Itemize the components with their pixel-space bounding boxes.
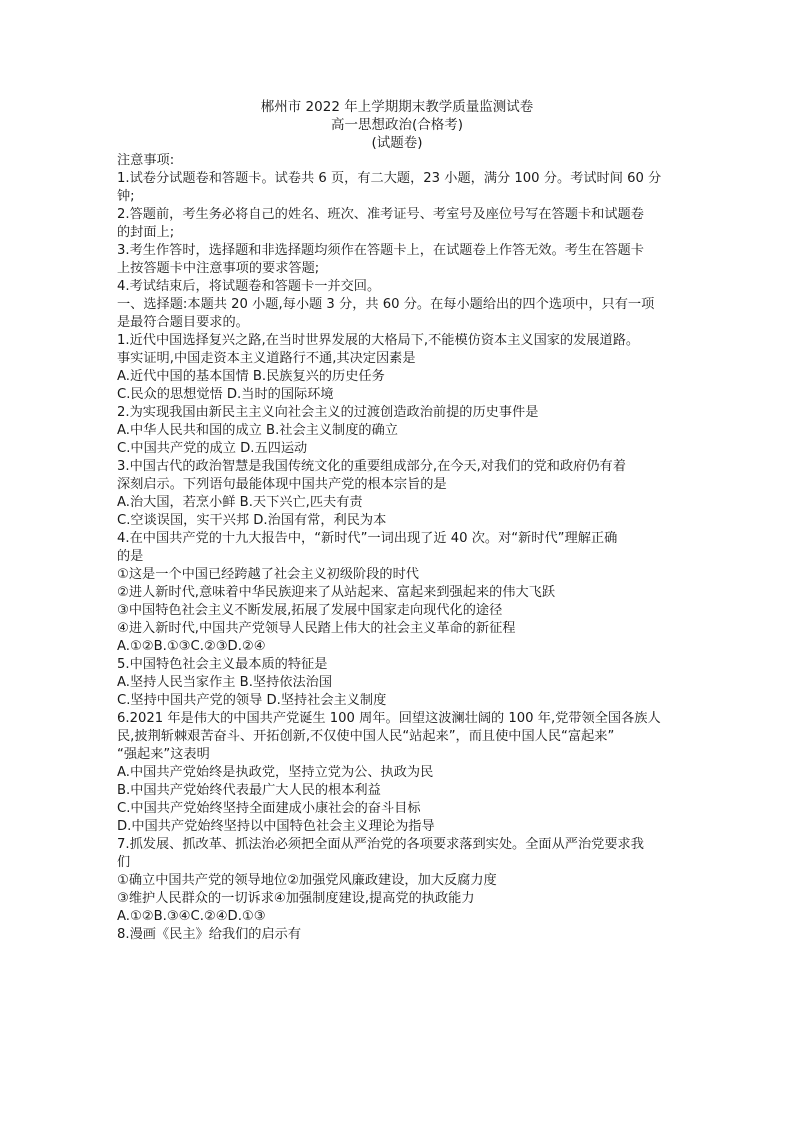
question-option: A.①②B.③④C.②④D.①③ <box>117 909 266 924</box>
question-option: ④进入新时代,中国共产党领导人民踏上伟大的社会主义革命的新征程 <box>117 621 516 636</box>
note-line: 上按答题卡中注意事项的要求答题; <box>117 261 320 276</box>
question-stem: 深刻启示。下列语句最能体现中国共产党的根本宗旨的是 <box>117 477 447 492</box>
question-stem: 3.中国古代的政治智慧是我国传统文化的重要组成部分,在今天,对我们的党和政府仍有着 <box>117 459 626 474</box>
section-intro: 一、选择题:本题共 20 小题,每小题 3 分，共 60 分。在每小题给出的四个选项中，只有一项 <box>117 297 655 312</box>
question-option: ③中国特色社会主义不断发展,拓展了发展中国家走向现代化的途径 <box>117 603 503 618</box>
question-option: A.近代中国的基本国情 B.民族复兴的历史任务 <box>117 369 385 384</box>
paper-type: (试题卷) <box>371 135 423 151</box>
question-option: A.坚持人民当家作主 B.坚持依法治国 <box>117 675 333 690</box>
question-stem: 1.近代中国选择复兴之路,在当时世界发展的大格局下,不能模仿资本主义国家的发展道路。 <box>117 333 640 348</box>
notes-heading: 注意事项: <box>117 153 175 168</box>
question-stem: 7.抓发展、抓改革、抓法治必须把全面从严治党的各项要求落到实处。全面从严治党要求我 <box>117 837 644 852</box>
exam-subtitle: 高一思想政治(合格考) <box>330 117 464 133</box>
question-option: C.中国共产党的成立 D.五四运动 <box>117 441 308 456</box>
question-stem: “强起来”这表明 <box>117 747 210 762</box>
question-stem: 们 <box>117 855 131 870</box>
question-stem: 事实证明,中国走资本主义道路行不通,其决定因素是 <box>117 351 416 366</box>
question-option: D.中国共产党始终坚持以中国特色社会主义理论为指导 <box>117 819 435 834</box>
exam-body <box>117 152 679 944</box>
question-option: A.中国共产党始终是执政党，坚持立党为公、执政为民 <box>117 765 434 780</box>
question-option: C.中国共产党始终坚持全面建成小康社会的奋斗目标 <box>117 801 421 816</box>
note-line: 的封面上; <box>117 225 175 240</box>
question-stem: 6.2021 年是伟大的中国共产党诞生 100 周年。回望这波澜壮阔的 100 年,党带领全国各族人 <box>117 711 661 726</box>
question-stem: 4.在中国共产党的十九大报告中，“新时代”一词出现了近 40 次。对“新时代”理解正确 <box>117 531 618 546</box>
question-stem: 5.中国特色社会主义最本质的特征是 <box>117 657 328 672</box>
question-stem: 的是 <box>117 549 144 564</box>
question-option: A.①②B.①③C.②③D.②④ <box>117 639 266 654</box>
question-option: ①确立中国共产党的领导地位②加强党风廉政建设，加大反腐力度 <box>117 873 497 888</box>
question-option: ③维护人民群众的一切诉求④加强制度建设,提高党的执政能力 <box>117 891 475 906</box>
note-line: 钟; <box>117 189 135 204</box>
question-option: A.中华人民共和国的成立 B.社会主义制度的确立 <box>117 423 398 438</box>
section-intro: 是最符合题目要求的。 <box>117 315 249 330</box>
question-option: ①这是一个中国已经跨越了社会主义初级阶段的时代 <box>117 567 419 582</box>
question-stem: 民,披荆斩棘艰苦奋斗、开拓创新,不仅使中国人民“站起来”，而且使中国人民“富起来” <box>117 729 615 744</box>
note-line: 1.试卷分试题卷和答题卡。试卷共 6 页，有二大题，23 小题，满分 100 分。考试时间 60 分 <box>117 171 662 186</box>
question-option: C.民众的思想觉悟 D.当时的国际环境 <box>117 387 334 402</box>
question-option: B.中国共产党始终代表最广大人民的根本利益 <box>117 783 381 798</box>
question-option: C.空谈误国，实干兴邦 D.治国有常，利民为本 <box>117 513 387 528</box>
question-option: A.治大国，若烹小鲜 B.天下兴亡,匹夫有责 <box>117 495 363 510</box>
exam-header <box>0 98 794 152</box>
question-option: ②进人新时代,意味着中华民族迎来了从站起来、富起来到强起来的伟大飞跃 <box>117 585 556 600</box>
question-stem: 8.漫画《民主》给我们的启示有 <box>117 927 302 942</box>
note-line: 2.答题前，考生务必将自己的姓名、班次、准考证号、考室号及座位号写在答题卡和试题卷 <box>117 207 644 222</box>
note-line: 3.考生作答时，选择题和非选择题均须作在答题卡上，在试题卷上作答无效。考生在答题卡 <box>117 243 644 258</box>
exam-title: 郴州市 2022 年上学期期末教学质量监测试卷 <box>260 99 534 115</box>
note-line: 4.考试结束后，将试题卷和答题卡一并交回。 <box>117 279 381 294</box>
question-stem: 2.为实现我国由新民主主义向社会主义的过渡创造政治前提的历史事件是 <box>117 405 539 420</box>
question-option: C.坚持中国共产党的领导 D.坚持社会主义制度 <box>117 693 387 708</box>
